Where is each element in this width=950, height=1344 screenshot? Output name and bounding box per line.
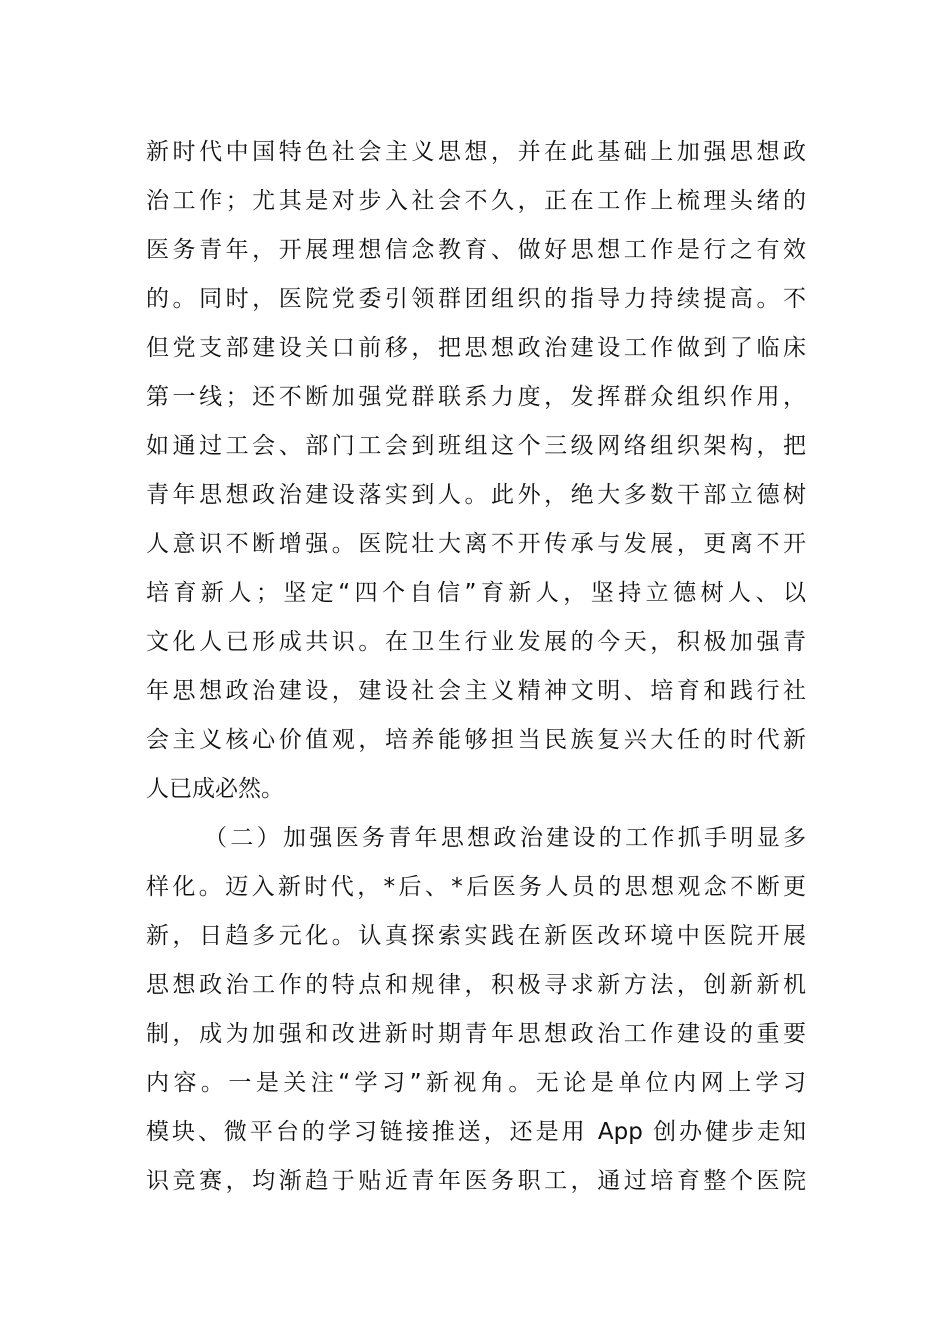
text-line: 但党支部建设关口前移，把思想政治建设工作做到了临床 [146, 335, 806, 361]
text-line: 人意识不断增强。医院壮大离不开传承与发展，更离不开 [146, 531, 806, 557]
text-line: 样化。迈入新时代，*后、*后医务人员的思想观念不断更 [146, 874, 806, 900]
text-line: 内容。一是关注“学习”新视角。无论是单位内网上学习 [146, 1070, 806, 1096]
text-line: 的。同时，医院党委引领群团组织的指导力持续提高。不 [146, 286, 806, 312]
body-text [146, 128, 806, 1206]
text-line: 青年思想政治建设落实到人。此外，绝大多数干部立德树 [146, 482, 806, 508]
text-line: 治工作；尤其是对步入社会不久，正在工作上梳理头绪的 [146, 188, 806, 214]
text-line: 模块、微平台的学习链接推送，还是用 App 创办健步走知 [146, 1119, 806, 1145]
text-line: 年思想政治建设，建设社会主义精神文明、培育和践行社 [146, 678, 806, 704]
text-line: 新时代中国特色社会主义思想，并在此基础上加强思想政 [146, 139, 806, 165]
paragraph-end-line: 人已成必然。 [146, 776, 284, 802]
text-line: 如通过工会、部门工会到班组这个三级网络组织架构，把 [146, 433, 806, 459]
text-line: 制，成为加强和改进新时期青年思想政治工作建设的重要 [146, 1021, 806, 1047]
text-line: 医务青年，开展理想信念教育、做好思想工作是行之有效 [146, 237, 806, 263]
text-line: 第一线；还不断加强党群联系力度，发挥群众组织作用， [146, 384, 806, 410]
text-line: 新，日趋多元化。认真探索实践在新医改环境中医院开展 [146, 923, 806, 949]
section-heading-line: （二）加强医务青年思想政治建设的工作抓手明显多 [204, 825, 806, 851]
text-line: 思想政治工作的特点和规律，积极寻求新方法，创新新机 [146, 972, 806, 998]
text-line: 识竞赛，均渐趋于贴近青年医务职工，通过培育整个医院 [146, 1168, 806, 1194]
text-line: 培育新人；坚定“四个自信”育新人，坚持立德树人、以 [146, 580, 806, 606]
text-line: 会主义核心价值观，培养能够担当民族复兴大任的时代新 [146, 727, 806, 753]
text-line: 文化人已形成共识。在卫生行业发展的今天，积极加强青 [146, 629, 806, 655]
